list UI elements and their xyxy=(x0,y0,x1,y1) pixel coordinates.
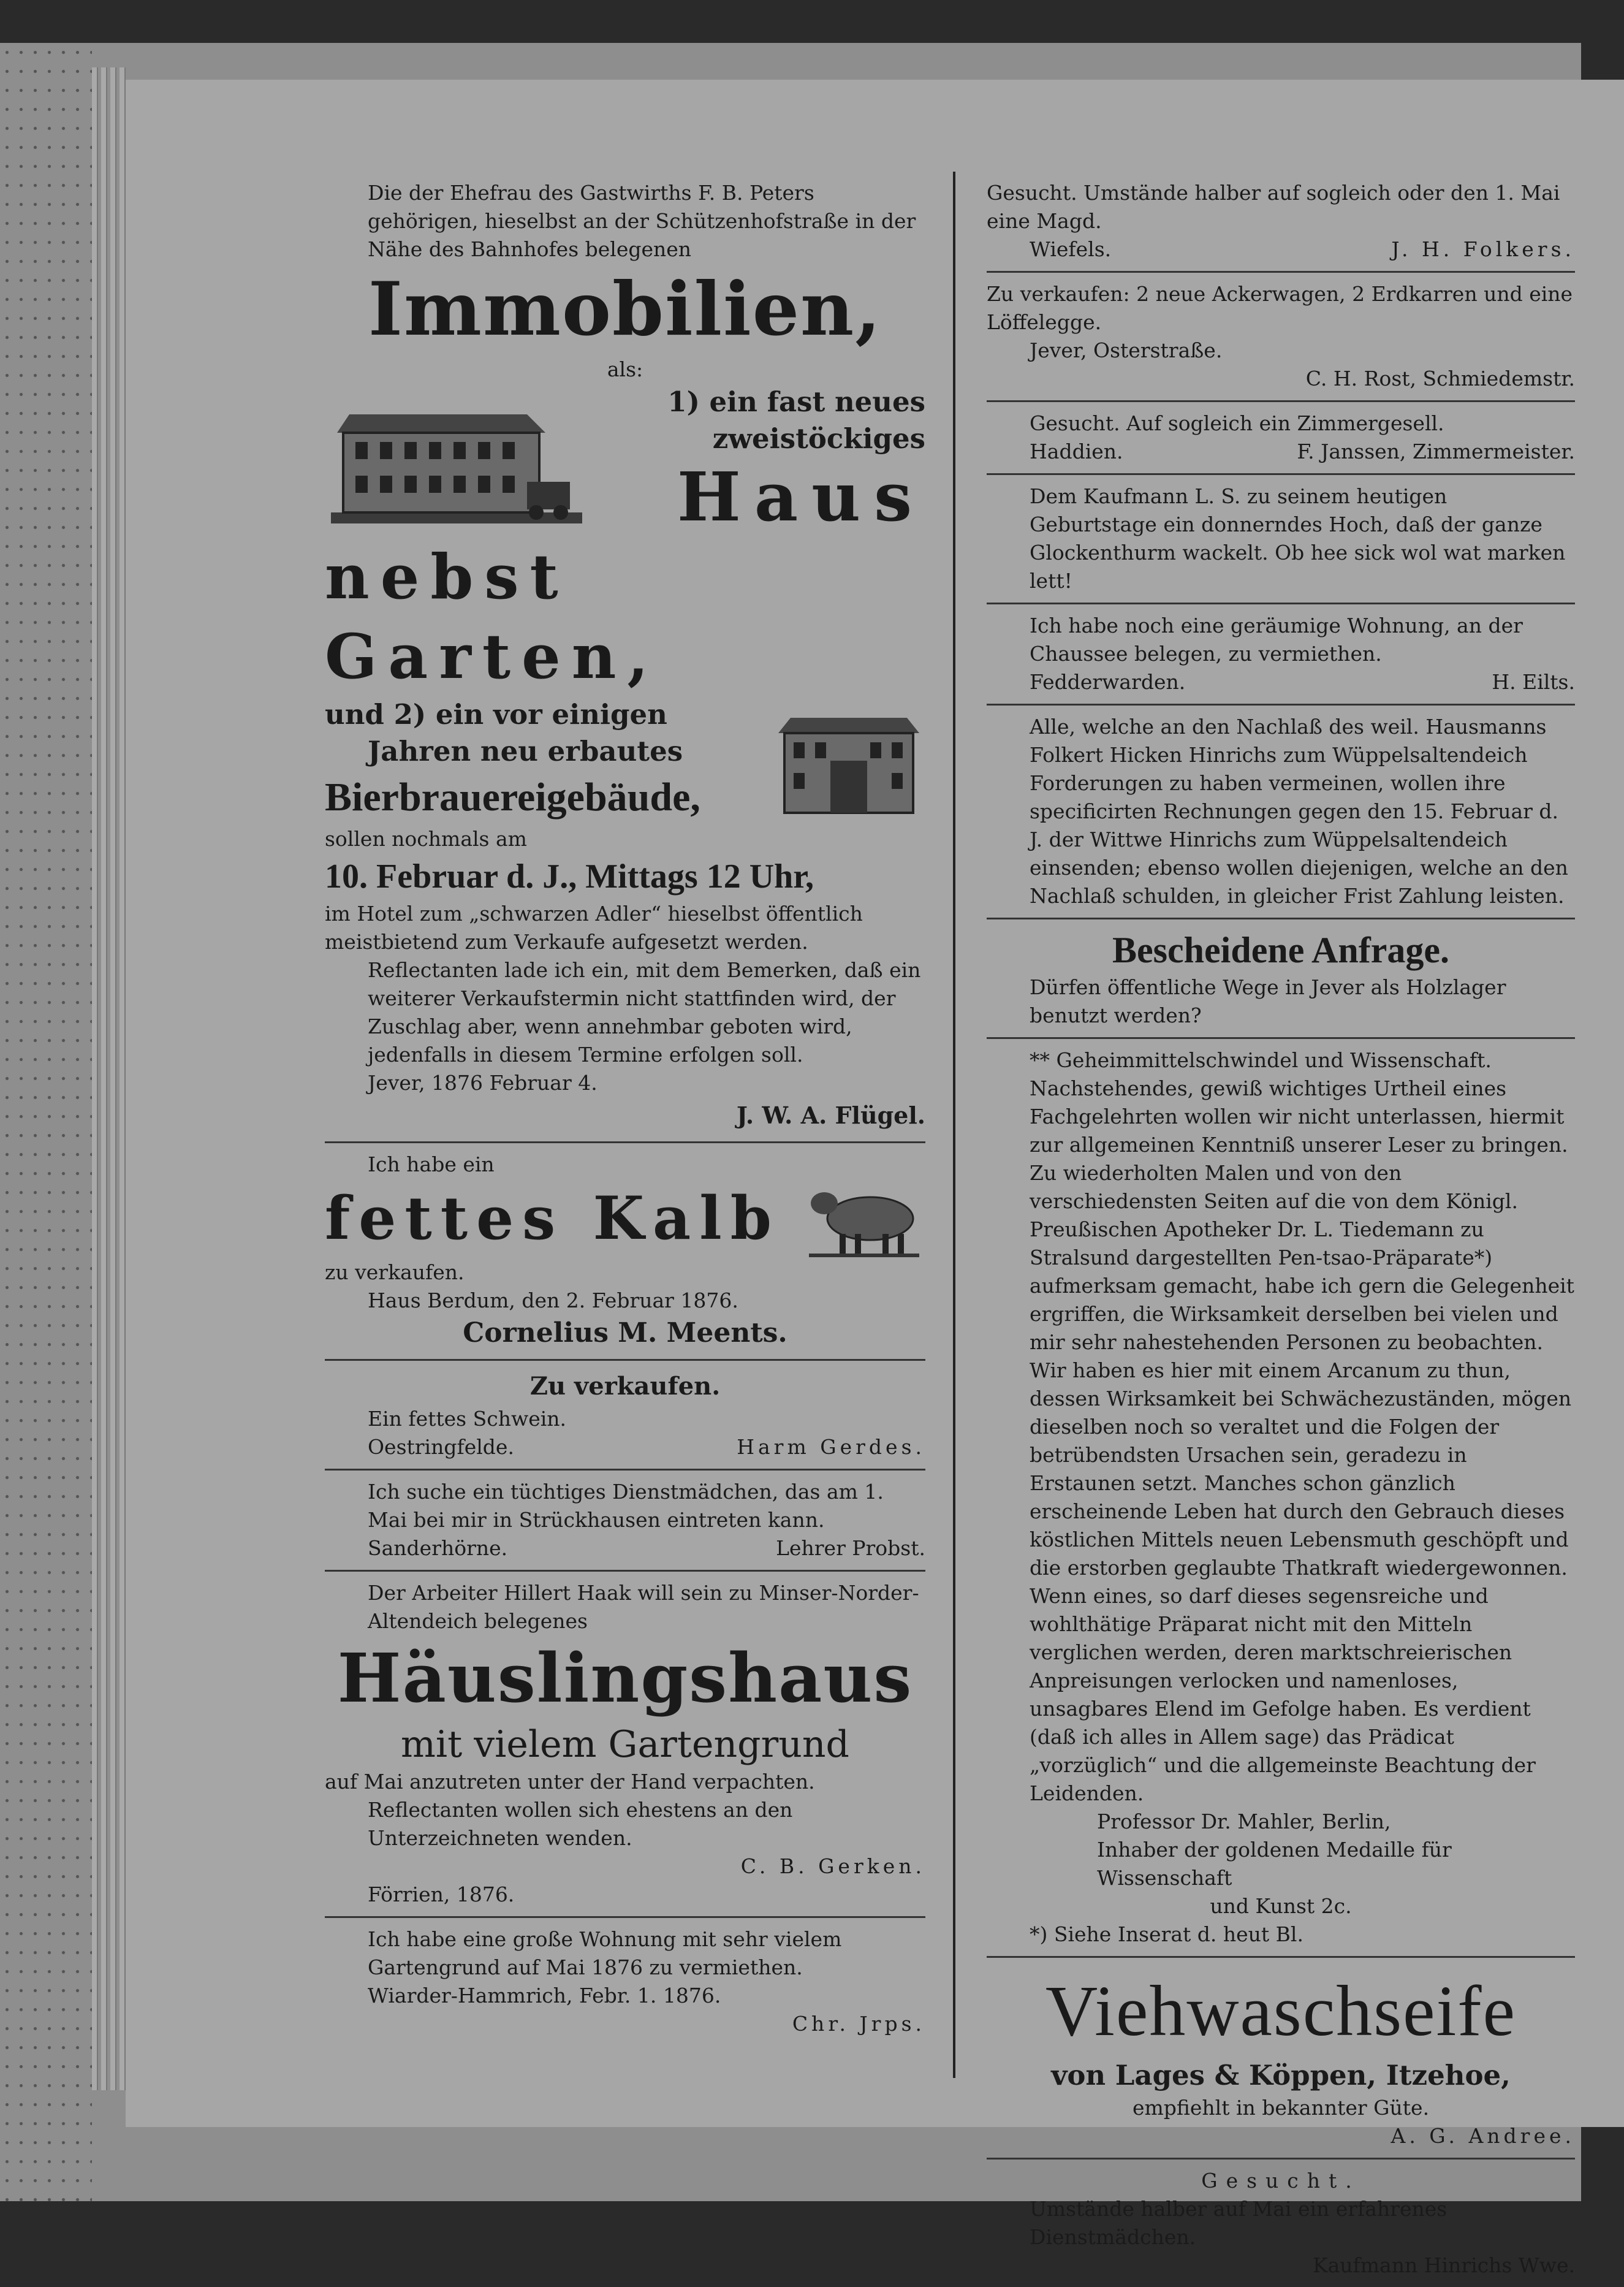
ad-text: Ich suche ein tüchtiges Dienstmädchen, das am 1. Mai bei mir in Strückhausen eintreten kann. xyxy=(368,1480,884,1532)
ad-place: Wiarder-Hammrich, Febr. 1. 1876. xyxy=(368,1984,721,2007)
ad-signature: Harm Gerdes. xyxy=(737,1435,925,1459)
ad-headline: Immobilien, xyxy=(368,266,882,352)
ad-place: Fedderwarden. xyxy=(1030,670,1186,694)
ad-signature: Cornelius M. Meents. xyxy=(463,1317,787,1349)
ad-text: Ich habe eine große Wohnung mit sehr vielem Gartengrund auf Mai 1876 zu vermiethen. xyxy=(368,1927,842,1979)
ad-title: Zu verkaufen. xyxy=(529,1372,721,1401)
ad-signature: Kaufmann Hinrichs Wwe. xyxy=(1312,2253,1575,2277)
article-footnote: *) Siehe Inserat d. heut Bl. xyxy=(1030,1922,1303,1946)
ad-date: 10. Februar d. J., Mittags 12 Uhr, xyxy=(325,858,814,896)
ad-item: 1) ein fast neues xyxy=(667,386,925,418)
ad-headline: Viehwaschseife xyxy=(1045,1971,1516,2051)
ad-place: Jever, 1876 Februar 4. xyxy=(368,1071,598,1095)
ad-signature: Lehrer Probst. xyxy=(776,1536,925,1560)
page-stack-edge xyxy=(92,67,98,2090)
ad-place: Haus Berdum, den 2. Februar 1876. xyxy=(368,1288,738,1312)
ad-text: empfiehlt in bekannter Güte. xyxy=(1132,2096,1430,2120)
ad-wohnung-chaussee xyxy=(987,604,1575,706)
ad-footer xyxy=(987,668,1575,696)
ad-geheimmittel xyxy=(987,1039,1575,1958)
ad-place: Förrien, 1876. xyxy=(368,1882,515,1906)
ad-title: Gesucht. xyxy=(1201,2169,1360,2193)
ad-item: zweistöckiges xyxy=(712,422,925,455)
page-stack-edge xyxy=(101,67,107,2090)
ad-signature: C. H. Rost, Schmiedemstr. xyxy=(1305,367,1575,390)
ad-magd xyxy=(987,172,1575,273)
ad-zimmergesell xyxy=(987,402,1575,475)
ad-gesucht-dienstmaedchen xyxy=(987,2160,1575,2287)
ad-intro: Der Arbeiter Hillert Haak will sein zu Minser-Norder-Altendeich belegenes xyxy=(368,1581,919,1633)
ad-text: Dem Kaufmann L. S. zu seinem heutigen Geburtstage ein donnerndes Hoch, daß der ganze Glockenthurm wackelt. Ob hee sick wol wat marken lett! xyxy=(1030,484,1566,593)
ad-place: Wiefels. xyxy=(1030,237,1112,261)
ad-text: zu verkaufen. xyxy=(325,1260,465,1284)
ad-anfrage xyxy=(987,919,1575,1039)
article-signature: Inhaber der goldenen Medaille für Wissenschaft xyxy=(1097,1838,1452,1890)
ad-footer xyxy=(987,235,1575,264)
ad-place: Sanderhörne. xyxy=(368,1536,508,1560)
ad-signature: A. G. Andree. xyxy=(1391,2124,1575,2148)
ad-text: Dürfen öffentliche Wege in Jever als Holzlager benutzt werden? xyxy=(1030,975,1506,1027)
ad-signature: F. Janssen, Zimmermeister. xyxy=(1297,440,1575,463)
ad-intro: Die der Ehefrau des Gastwirths F. B. Peters gehörigen, hieselbst an der Schützenhofstraße in der Nähe des Bahnhofes belegenen xyxy=(368,181,916,261)
ad-body: Reflectanten lade ich ein, mit dem Bemerken, daß ein weiterer Verkaufstermin nicht stattfinden wird, der Zuschlag aber, wenn annehmbar geboten wird, jedenfalls in diesem Termine erfolgen soll. xyxy=(368,958,921,1067)
ad-text: Umstände halber auf Mai ein erfahrenes Dienstmädchen. xyxy=(1030,2197,1448,2249)
ad-nachlass xyxy=(987,706,1575,919)
page-stack-edge xyxy=(110,67,116,2090)
house-text xyxy=(588,384,925,537)
kalb-block xyxy=(325,1179,925,1258)
ad-bier: Bierbrauereigebäude, xyxy=(325,775,700,820)
ad-body: im Hotel zum „schwarzen Adler“ hieselbst öffentlich meistbietend zum Verkaufe aufgesetzt werden. xyxy=(325,902,863,954)
ad-signature: H. Eilts. xyxy=(1492,670,1575,694)
ad-viehwaschseife xyxy=(987,1958,1575,2160)
brewery-text xyxy=(325,696,772,825)
ad-text: Ich habe noch eine geräumige Wohnung, an der Chaussee belegen, zu vermiethen. xyxy=(1030,614,1523,666)
ad-haeuslingshaus xyxy=(325,1572,925,1918)
ad-signature: C. B. Gerken. xyxy=(740,1854,925,1878)
ad-item: und 2) ein vor einigen xyxy=(325,698,667,731)
ad-garten: nebst Garten, xyxy=(325,541,660,693)
ad-place: Jever, Osterstraße. xyxy=(1030,338,1223,362)
ad-text: als: xyxy=(607,357,643,381)
ad-text: Reflectanten wollen sich ehestens an den Unterzeichneten wenden. xyxy=(368,1798,793,1850)
ad-text: Zu verkaufen: 2 neue Ackerwagen, 2 Erdkarren und eine Löffelegge. xyxy=(987,282,1573,334)
ad-text: Ein fettes Schwein. xyxy=(368,1407,567,1431)
ad-schwein xyxy=(325,1361,925,1471)
house-block xyxy=(325,384,925,537)
column-divider xyxy=(953,172,955,2078)
ad-footer xyxy=(325,1534,925,1562)
ad-text: sollen nochmals am xyxy=(325,827,527,851)
calf-illustration-icon xyxy=(803,1179,925,1258)
right-column xyxy=(987,172,1575,2287)
ad-signature: J. H. Folkers. xyxy=(1391,237,1575,261)
left-column xyxy=(325,172,925,2045)
ad-place: Oestringfelde. xyxy=(368,1435,514,1459)
article-signature: Professor Dr. Mahler, Berlin, xyxy=(1097,1809,1391,1833)
ad-haus: Haus xyxy=(677,457,925,536)
ad-headline: fettes Kalb xyxy=(325,1184,780,1253)
ad-text: Gesucht. Umstände halber auf sogleich oder den 1. Mai eine Magd. xyxy=(987,181,1560,233)
ad-text: auf Mai anzutreten unter der Hand verpachten. xyxy=(325,1770,815,1794)
ad-text: Gesucht. Auf sogleich ein Zimmergesell. xyxy=(1030,411,1444,435)
page-stack-edge xyxy=(120,67,126,2090)
ad-geburtstag xyxy=(987,475,1575,604)
house-illustration-icon xyxy=(325,390,588,531)
ad-signature: J. W. A. Flügel. xyxy=(736,1102,925,1129)
article-paragraph: Zu wiederholten Malen und von den verschiedensten Seiten auf die von dem Königl. Preußischen Apotheker Dr. L. Tiedemann zu Stralsund dargestellten Pen-tsao-Präparate*) aufmerksam gemacht, habe ich gern die Gelegenheit ergriffen, die Wirksamkeit derselben bei vielen und mir sehr nahestehenden Personen zu beobachten. Wir haben es hier mit einem Arcanum zu thun, dessen Wirksamkeit bei Schwächezuständen, mögen dieselben noch so veraltet und die Folgen der betrübendsten Ursachen sein, geradezu in Erstaunen setzt. Manches schon gänzlich erscheinende Leben hat durch den Gebrauch dieses köstlichen Mittels neuen Lebensmuth geschöpft und die erstorben geglaubte Thatkraft wiedergewonnen. Wenn eines, so darf dieses segensreiche und wohlthätige Präparat nicht mit den Mitteln verglichen werden, deren marktschreierischen Anpreisungen verlocken und namenloses, unsagbares Elend im Gefolge haben. Es verdient (daß ich alles in Allem sage) das Prädicat „vorzüglich“ und die allgemeinste Beachtung der Leidenden. xyxy=(1030,1161,1574,1805)
ad-place: Haddien. xyxy=(1030,440,1123,463)
ad-footer xyxy=(987,438,1575,466)
ad-text: Ich habe ein xyxy=(368,1152,495,1176)
ad-kalb xyxy=(325,1143,925,1361)
ad-subheadline: mit vielem Gartengrund xyxy=(401,1723,849,1766)
ad-title: Bescheidene Anfrage. xyxy=(1112,930,1449,970)
ad-signature: Chr. Jrps. xyxy=(792,2012,925,2036)
article-paragraph: ** Geheimmittelschwindel und Wissenschaft. Nachstehendes, gewiß wichtiges Urtheil eines Fachgelehrten wollen wir nicht unterlassen, hiermit zur allgemeinen Kenntniß unserer Leser zu bringen. xyxy=(1030,1048,1568,1157)
ad-footer xyxy=(325,1433,925,1461)
article-signature: und Kunst 2c. xyxy=(1210,1894,1352,1918)
ad-immobilien xyxy=(325,172,925,1143)
ad-subheadline: von Lages & Köppen, Itzehoe, xyxy=(1051,2059,1511,2091)
ad-text: Alle, welche an den Nachlaß des weil. Hausmanns Folkert Hicken Hinrichs zum Wüppelsaltendeich Forderungen zu haben vermeinen, wollen ihre specificirten Rechnungen gegen den 15. Februar d. J. der Wittwe Hinrichs zum Wüppelsaltendeich einsenden; ebenso wollen diejenigen, welche an den Nachlaß schulden, in gleicher Frist Zahlung leisten. xyxy=(1030,715,1568,908)
ad-headline: Häuslingshaus xyxy=(337,1638,913,1718)
ad-item: Jahren neu erbautes xyxy=(368,735,683,767)
speckled-edge xyxy=(0,43,92,2201)
ad-ackerwagen xyxy=(987,273,1575,402)
ad-wohnung xyxy=(325,1918,925,2045)
brewery-block xyxy=(325,696,925,825)
ad-dienstmaedchen xyxy=(325,1471,925,1572)
brewery-illustration-icon xyxy=(772,699,925,822)
